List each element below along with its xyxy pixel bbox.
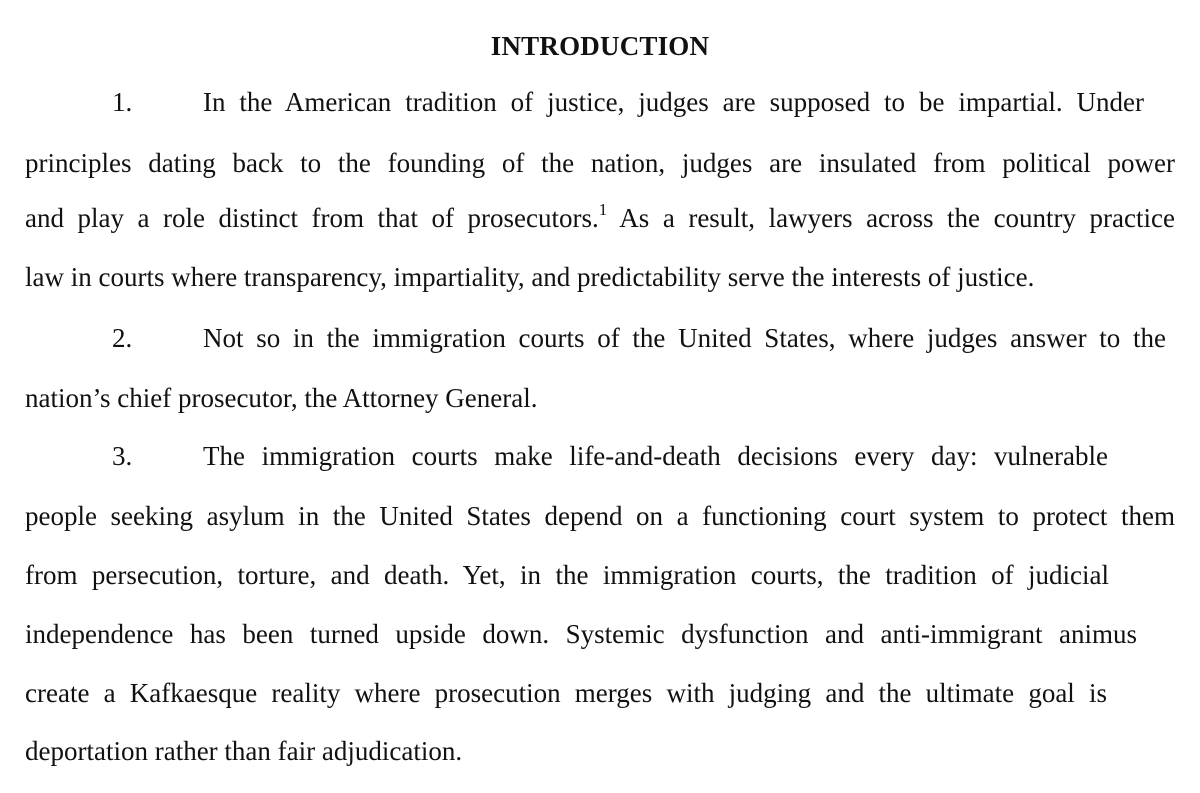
section-heading: INTRODUCTION: [490, 31, 710, 61]
paragraph-number: 2.: [112, 323, 133, 353]
paragraph-line-with-footnote: [25, 200, 1175, 236]
paragraph-first-line: The immigration courts make life-and-death decisions every day: vulnerable: [203, 441, 1108, 471]
paragraph-text: As a result, lawyers across the country practice: [619, 203, 1175, 233]
paragraph-line: from persecution, torture, and death. Yet, in the immigration courts, the tradition of judicial: [25, 560, 1109, 590]
paragraph-line: people seeking asylum in the United States depend on a functioning court system to protect them: [25, 501, 1175, 531]
paragraph-first-line: Not so in the immigration courts of the United States, where judges answer to the: [203, 323, 1166, 353]
paragraph-line: create a Kafkaesque reality where prosecution merges with judging and the ultimate goal is: [25, 678, 1107, 708]
paragraph-line: principles dating back to the founding of the nation, judges are insulated from political power: [25, 148, 1175, 178]
paragraph-text: and play a role distinct from that of prosecutors.: [25, 203, 599, 233]
paragraph-line: nation’s chief prosecutor, the Attorney General.: [25, 383, 538, 413]
paragraph-line: independence has been turned upside down. Systemic dysfunction and anti-immigrant animus: [25, 619, 1137, 649]
footnote-reference[interactable]: 1: [598, 200, 608, 219]
paragraph-line: deportation rather than fair adjudication.: [25, 736, 463, 766]
paragraph-first-line: In the American tradition of justice, judges are supposed to be impartial. Under: [203, 87, 1144, 117]
paragraph-number: 1.: [112, 87, 133, 117]
paragraph-line: law in courts where transparency, impartiality, and predictability serve the interests of justice.: [25, 262, 1035, 292]
paragraph-number: 3.: [112, 441, 133, 471]
